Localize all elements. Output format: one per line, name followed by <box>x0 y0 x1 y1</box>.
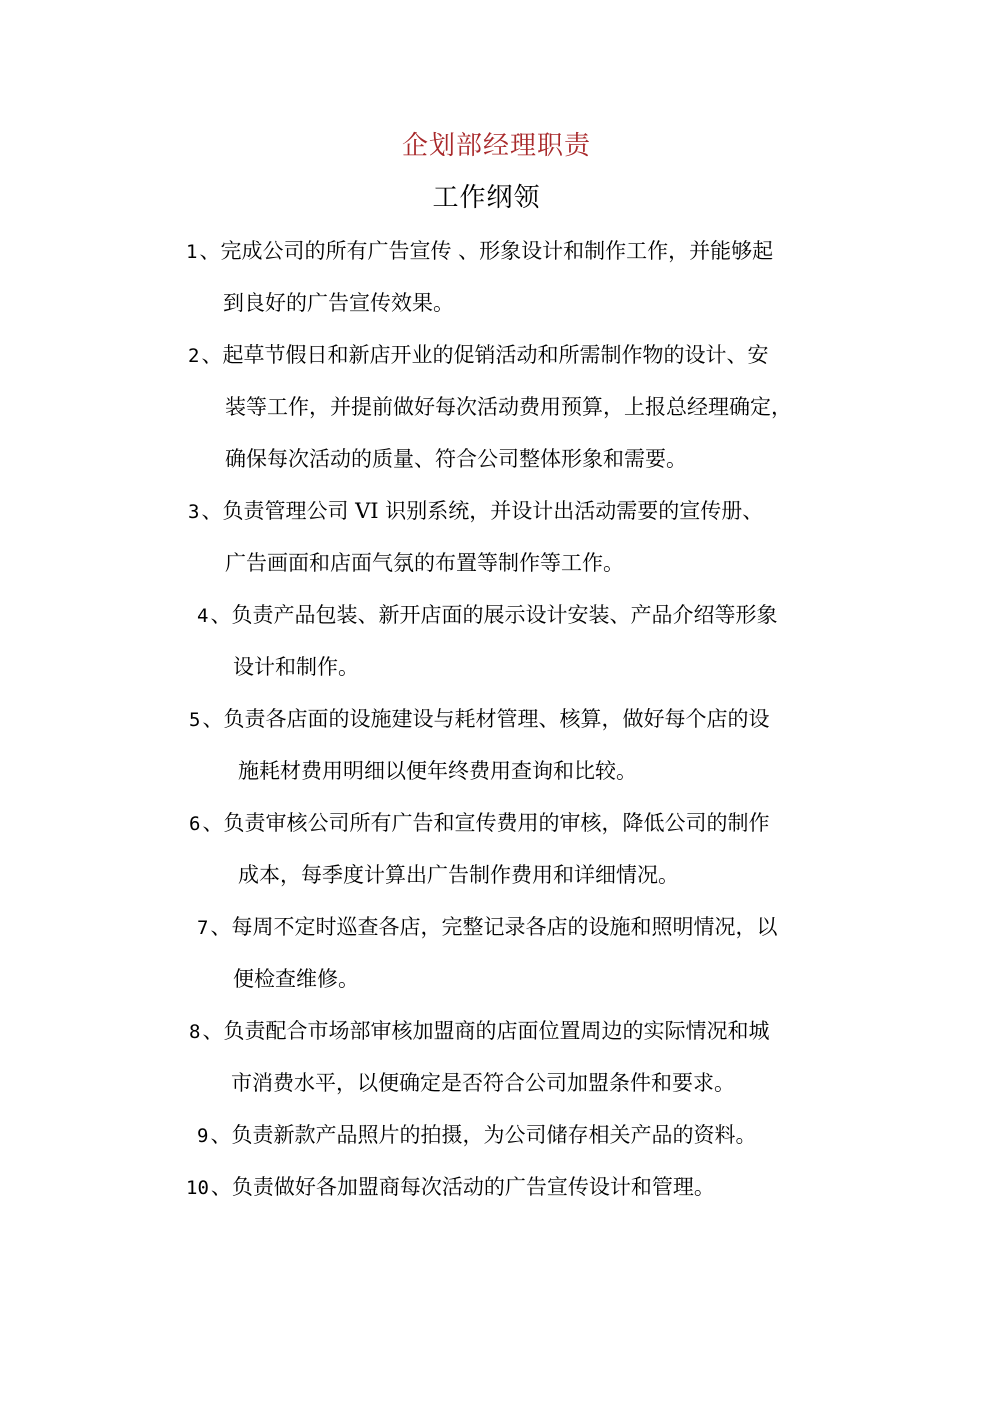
item-number: 8 <box>189 1021 201 1043</box>
item-text: 、负责做好各加盟商每次活动的广告宣传设计和管理。 <box>210 1175 715 1199</box>
item-continuation: 设计和制作。 <box>233 655 359 679</box>
item-continuation: 施耗材费用明细以便年终费用查询和比较。 <box>238 759 637 783</box>
item-continuation: 到良好的广告宣传效果。 <box>223 291 454 315</box>
item-number: 7 <box>197 917 209 939</box>
item-text: 、负责产品包装、新开店面的展示设计安装、产品介绍等形象 <box>210 603 778 627</box>
list-item <box>189 808 769 839</box>
item-text: 、起草节假日和新店开业的促销活动和所需制作物的设计、安 <box>201 343 769 367</box>
item-number: 5 <box>189 709 201 731</box>
item-text: 、负责审核公司所有广告和宣传费用的审核，降低公司的制作 <box>202 811 770 835</box>
document-subtitle: 工作纲领 <box>432 183 541 213</box>
item-number: 1 <box>186 241 198 263</box>
list-item <box>189 704 769 735</box>
item-number: 2 <box>188 345 200 367</box>
item-text: 、负责各店面的设施建设与耗材管理、核算，做好每个店的设 <box>202 707 770 731</box>
list-item <box>197 600 777 631</box>
item-number: 3 <box>188 501 200 523</box>
document-title: 企划部经理职责 <box>401 131 591 161</box>
item-number: 4 <box>197 605 209 627</box>
list-item <box>197 1120 756 1151</box>
item-continuation: 便检查维修。 <box>233 967 359 991</box>
item-continuation: 市消费水平，以便确定是否符合公司加盟条件和要求。 <box>231 1071 735 1095</box>
list-item <box>189 1016 769 1047</box>
item-number: 10 <box>186 1177 209 1199</box>
item-continuation: 广告画面和店面气氛的布置等制作等工作。 <box>225 551 624 575</box>
item-continuation: 装等工作，并提前做好每次活动费用预算，上报总经理确定， <box>225 395 792 419</box>
item-continuation: 成本，每季度计算出广告制作费用和详细情况。 <box>238 863 679 887</box>
list-item <box>188 496 763 527</box>
item-text: 、负责新款产品照片的拍摄，为公司储存相关产品的资料。 <box>210 1123 757 1147</box>
list-item <box>186 236 773 267</box>
item-number: 9 <box>197 1125 209 1147</box>
item-text: 、每周不定时巡查各店，完整记录各店的设施和照明情况，以 <box>210 915 778 939</box>
item-number: 6 <box>189 813 201 835</box>
item-text: 、负责管理公司 VI 识别系统，并设计出活动需要的宣传册、 <box>201 499 764 523</box>
list-item <box>188 340 768 371</box>
item-text: 、完成公司的所有广告宣传 、形象设计和制作工作，并能够起 <box>199 239 774 263</box>
item-continuation: 确保每次活动的质量、符合公司整体形象和需要。 <box>225 447 687 471</box>
item-text: 、负责配合市场部审核加盟商的店面位置周边的实际情况和城 <box>202 1019 770 1043</box>
list-item <box>197 912 777 943</box>
list-item <box>186 1172 715 1203</box>
